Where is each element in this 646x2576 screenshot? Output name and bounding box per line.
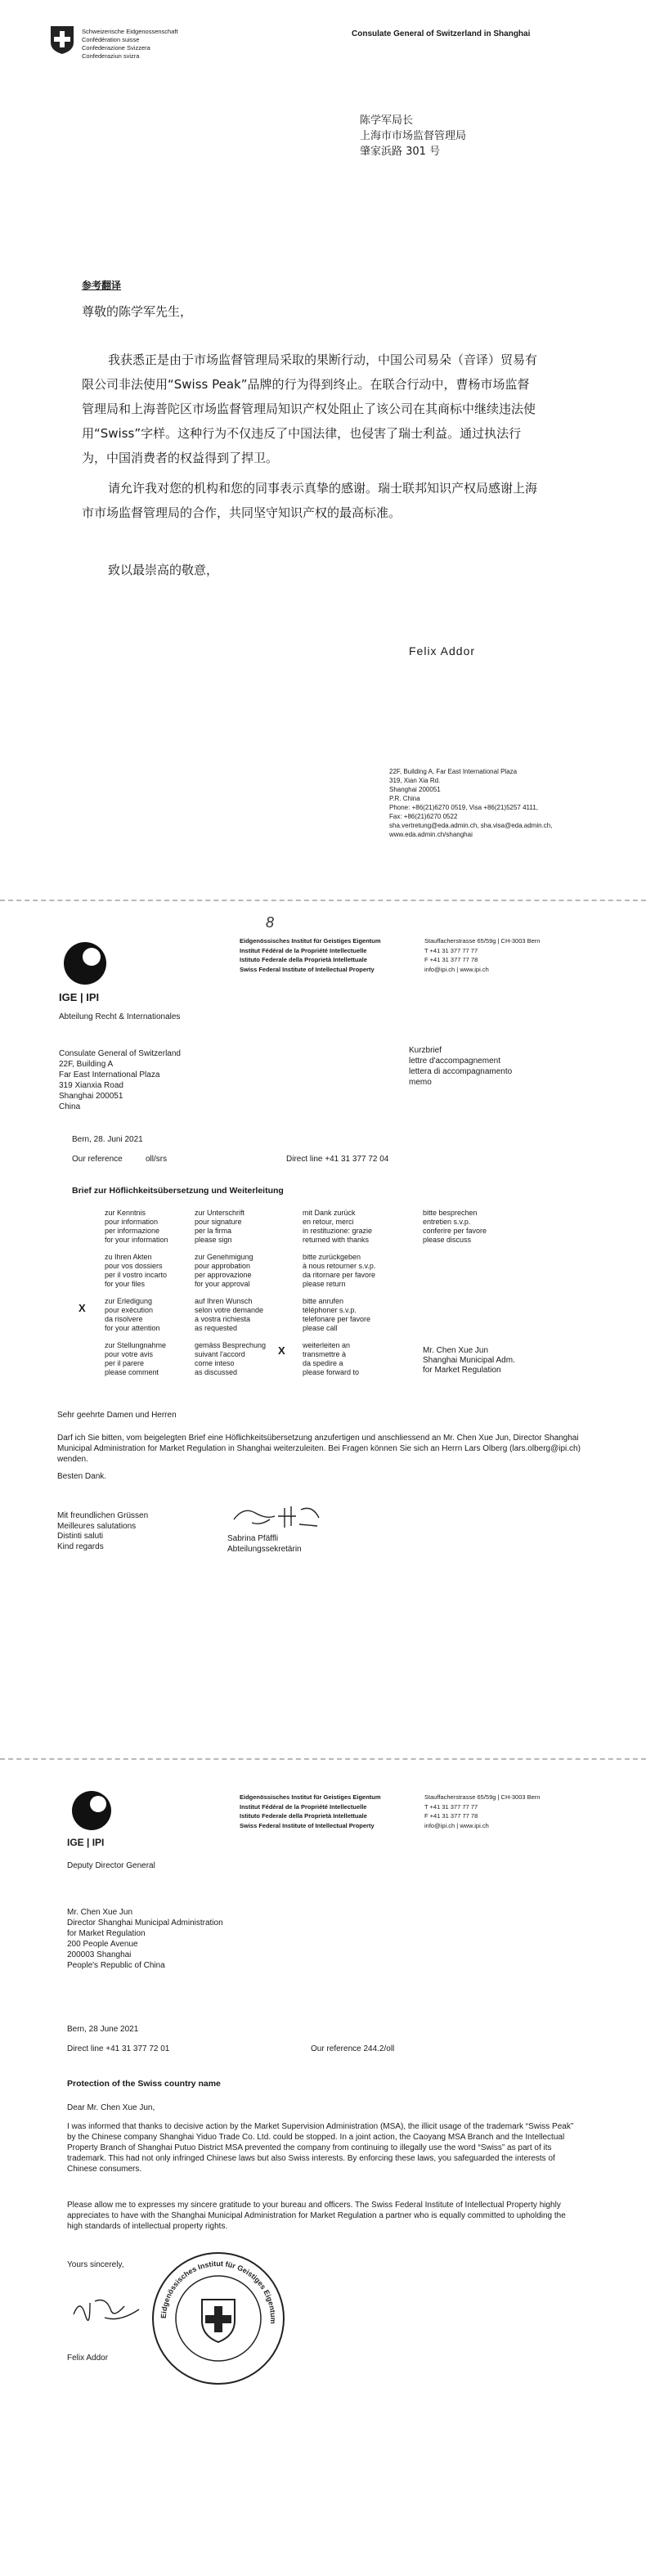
address-line: Far East International Plaza	[59, 1070, 160, 1079]
routing-option: zu Ihren Akten pour vos dossiers per il vostro incarto for your files	[105, 1253, 168, 1288]
routing-option: mit Dank zurück en retour, merci in restituzione: grazie returned with thanks	[303, 1209, 373, 1244]
seal-text: Eidgenössisches Institut für Geistiges Eigentum	[159, 2259, 278, 2324]
closing-line: Meilleures salutations	[57, 1521, 137, 1531]
reference-value: oll/srs	[146, 1155, 168, 1164]
address-line: P.R. China	[389, 795, 420, 802]
institute-names	[240, 1793, 381, 1830]
routing-option: weiterleiten an transmettre à da spedire a please forward to	[303, 1341, 360, 1376]
routing-option: auf Ihren Wunsch selon votre demande a vostra richiesta as requested	[195, 1297, 264, 1332]
consulate-header-title: Consulate General of Switzerland in Shanghai	[352, 29, 531, 38]
address-line: 22F, Building A	[59, 1060, 114, 1069]
routing-option: zur Erledigung pour exécution da risolvere for your attention	[105, 1297, 160, 1332]
routing-option: zur Kenntnis pour information per informazione for your information	[105, 1209, 168, 1244]
institute-name: Institut Fédéral de la Propriété Intellectuelle	[240, 1802, 367, 1811]
ipi-logo-icon	[67, 1788, 116, 1833]
authority-names	[82, 28, 178, 61]
memo-line: lettera di accompagnamento	[409, 1067, 513, 1076]
date: Bern, 28 June 2021	[67, 2025, 139, 2034]
closing-line: Mit freundlichen Grüssen	[57, 1511, 149, 1520]
subject: Brief zur Höflichkeitsübersetzung und Weiterleitung	[72, 1186, 284, 1196]
recipient-address	[67, 1907, 223, 1971]
address-line: Shanghai 200051	[389, 786, 441, 793]
address-line: People's Republic of China	[67, 1961, 165, 1970]
forward-recipient	[423, 1346, 515, 1376]
institute-name: Eidgenössisches Institut für Geistiges Eigentum	[240, 1793, 381, 1801]
institute-name: Swiss Federal Institute of Intellectual Property	[240, 1821, 375, 1829]
closing-block	[57, 1511, 148, 1552]
department: Abteilung Recht & Internationales	[59, 1012, 181, 1021]
swiss-coat-of-arms-icon	[49, 25, 75, 56]
institute-name: Swiss Federal Institute of Intellectual Property	[240, 965, 375, 973]
contact-line: info@ipi.ch | www.ipi.ch	[424, 1821, 489, 1829]
institute-name: Institut Fédéral de la Propriété Intellectuelle	[240, 946, 367, 954]
ipi-logo-text: IGE | IPI	[59, 991, 100, 1003]
signer-title: Abteilungssekretärin	[227, 1544, 302, 1554]
contact-line: info@ipi.ch | www.ipi.ch	[424, 965, 489, 973]
greeting: Sehr geehrte Damen und Herren	[57, 1411, 177, 1420]
address-line: 200003 Shanghai	[67, 1950, 132, 1959]
closing-line: Kind regards	[57, 1542, 104, 1551]
subject: Protection of the Swiss country name	[67, 2079, 221, 2089]
sender-title: Deputy Director General	[67, 1861, 155, 1870]
institute-seal-icon	[149, 2249, 288, 2388]
signature-icon	[65, 2290, 147, 2331]
signer-block	[227, 1534, 302, 1555]
signer-name: Felix Addor	[409, 644, 476, 657]
memo-line: memo	[409, 1078, 432, 1087]
handwritten-mark: 8	[266, 914, 275, 931]
institute-contact	[424, 936, 540, 974]
memo-line: lettre d'accompagnement	[409, 1057, 500, 1066]
thanks: Besten Dank.	[57, 1472, 107, 1481]
forward-line: Shanghai Municipal Adm.	[423, 1356, 515, 1365]
consulate-address	[389, 767, 552, 839]
address-line: Fax: +86(21)6270 0522	[389, 813, 458, 820]
address-line: 319 Xianxia Road	[59, 1081, 123, 1090]
contact-line: T +41 31 377 77 77	[424, 946, 478, 954]
institute-name: Istituto Federale della Proprietà Intellettuale	[240, 956, 367, 963]
address-line: Consulate General of Switzerland	[59, 1049, 181, 1058]
address-line: sha.vertretung@eda.admin.ch, sha.visa@eda.admin.ch,	[389, 822, 553, 829]
address-line: for Market Regulation	[67, 1929, 146, 1938]
institute-name: Istituto Federale della Proprietà Intellettuale	[240, 1812, 367, 1820]
forward-line: for Market Regulation	[423, 1366, 501, 1375]
address-line: China	[59, 1102, 81, 1111]
recipient-line: 上海市市场监督管理局	[360, 130, 467, 142]
checked-mark: X	[79, 1302, 86, 1314]
checked-mark: X	[278, 1344, 285, 1357]
contact-line: T +41 31 377 77 77	[424, 1802, 478, 1811]
closing: 致以最崇高的敬意，	[108, 563, 219, 577]
routing-option: bitte zurückgeben à nous retourner s.v.p. da ritornare per favore please return	[303, 1253, 376, 1288]
body-text: Darf ich Sie bitten, vom beigelegten Brief eine Höflichkeitsübersetzung anzufertigen und anschliessend an Mr. Chen Xue Jun, Director Shanghai Municipal Administration for Market Regulation in Shanghai weiterzuleiten. Bei Fragen können Sie sich an Herrn Lars Olberg (lars.olberg@ipi.ch) wenden.	[57, 1434, 581, 1464]
authority-name: Confederaziun svizra	[82, 52, 140, 60]
recipient-line: 陈学军局长	[360, 114, 414, 127]
signer-name: Felix Addor	[67, 2354, 109, 2363]
authority-name: Confederazione Svizzera	[82, 44, 150, 52]
recipient-address	[59, 1048, 181, 1112]
ipi-logo-text: IGE | IPI	[67, 1837, 105, 1848]
paragraph: Please allow me to expresses my sincere gratitude to your bureau and officers. The Swiss Federal Institute of Intellectual Property highly appreciates to have with the Shanghai Municipal Administration for Market Regulation a partner who is equally committed to upholding the high standards of intellectual property rights.	[67, 2201, 566, 2231]
recipient-block	[360, 113, 466, 159]
routing-option: zur Genehmigung pour approbation per approvazione for your approval	[195, 1253, 253, 1288]
memo-line: Kurzbrief	[409, 1046, 442, 1055]
salutation: 尊敬的陈学军先生，	[82, 304, 193, 319]
address-line: Director Shanghai Municipal Administration	[67, 1919, 223, 1928]
direct-line: Direct line +41 31 377 72 01	[67, 2044, 170, 2053]
routing-option: bitte anrufen téléphoner s.v.p. telefonare per favore please call	[303, 1297, 371, 1332]
address-line: 22F, Building A, Far East International Plaza	[389, 768, 518, 775]
paragraph: I was informed that thanks to decisive action by the Market Supervision Administration (MSA), the illicit usage of the trademark “Swiss Peak” by the Chinese company Shanghai Yiduo Trade Co. Ltd. could be stopped. In a joint action, the Caoyang MSA Branch and the Intellectual Property Branch of Shanghai Putuo District MSA prevented the company from continuing to illegally use the word “Swiss” as part of its trademark. This had not only infringed Chinese laws but also Swiss interests. By enforcing these laws, you safeguarded the interests of Chinese consumers.	[67, 2122, 574, 2174]
reference: Our reference 244.2/oll	[311, 2044, 395, 2053]
page-divider	[0, 900, 646, 901]
contact-line: Stauffacherstrasse 65/59g | CH-3003 Bern	[424, 1793, 541, 1801]
recipient-line: 肇家浜路 301 号	[360, 146, 441, 158]
address-line: Mr. Chen Xue Jun	[67, 1908, 133, 1917]
routing-option: zur Stellungnahme pour votre avis per il parere please comment	[105, 1341, 167, 1376]
authority-name: Confédération suisse	[82, 36, 140, 43]
closing: Yours sincerely,	[67, 2260, 124, 2269]
address-line: 200 People Avenue	[67, 1940, 138, 1949]
institute-names	[240, 936, 381, 974]
page-divider	[0, 1758, 646, 1760]
reference-translation-label: 参考翻译	[82, 280, 122, 291]
address-line: Phone: +86(21)6270 0519, Visa +86(21)5257 4111,	[389, 804, 538, 811]
contact-line: Stauffacherstrasse 65/59g | CH-3003 Bern	[424, 937, 541, 945]
contact-line: F +41 31 377 77 78	[424, 1812, 478, 1820]
memo-type	[409, 1045, 512, 1088]
ipi-logo-icon	[59, 939, 111, 988]
closing-line: Distinti saluti	[57, 1532, 104, 1541]
direct-line: Direct line +41 31 377 72 04	[286, 1155, 389, 1164]
forward-line: Mr. Chen Xue Jun	[423, 1346, 489, 1355]
signature-icon	[227, 1501, 325, 1533]
date: Bern, 28. Juni 2021	[72, 1135, 143, 1144]
address-line: www.eda.admin.ch/shanghai	[389, 831, 473, 838]
routing-option: zur Unterschrift pour signature per la firma please sign	[195, 1209, 245, 1244]
address-line: Shanghai 200051	[59, 1092, 123, 1101]
contact-line: F +41 31 377 77 78	[424, 956, 478, 963]
institute-contact	[424, 1793, 540, 1830]
salutation: Dear Mr. Chen Xue Jun,	[67, 2103, 155, 2112]
paragraph: 请允许我对您的机构和您的同事表示真挚的感谢。瑞士联邦知识产权局感谢上海市市场监督管理局的合作，共同坚守知识产权的最高标准。	[82, 481, 538, 520]
routing-option: gemäss Besprechung suivant l'accord come inteso as discussed	[195, 1341, 267, 1376]
institute-name: Eidgenössisches Institut für Geistiges Eigentum	[240, 937, 381, 945]
paragraph: 我获悉正是由于市场监督管理局采取的果断行动，中国公司易朵（音译）贸易有限公司非法使用“Swiss Peak”品牌的行为得到终止。在联合行动中，曹杨市场监督管理局和上海普陀区市场监督管理局知识产权处阻止了该公司在其商标中继续违法使用“Swiss”字样。这种行为不仅违反了中国法律，也侵害了瑞士利益。通过执法行为，中国消费者的权益得到了捍卫。	[82, 352, 538, 465]
reference-label: Our reference	[72, 1155, 123, 1164]
address-line: 319, Xian Xia Rd.	[389, 777, 441, 784]
signer-name: Sabrina Pfäffli	[227, 1534, 279, 1543]
routing-option: bitte besprechen entretien s.v.p. conferire per favore please discuss	[423, 1209, 487, 1244]
authority-name: Schweizerische Eidgenossenschaft	[82, 28, 178, 35]
